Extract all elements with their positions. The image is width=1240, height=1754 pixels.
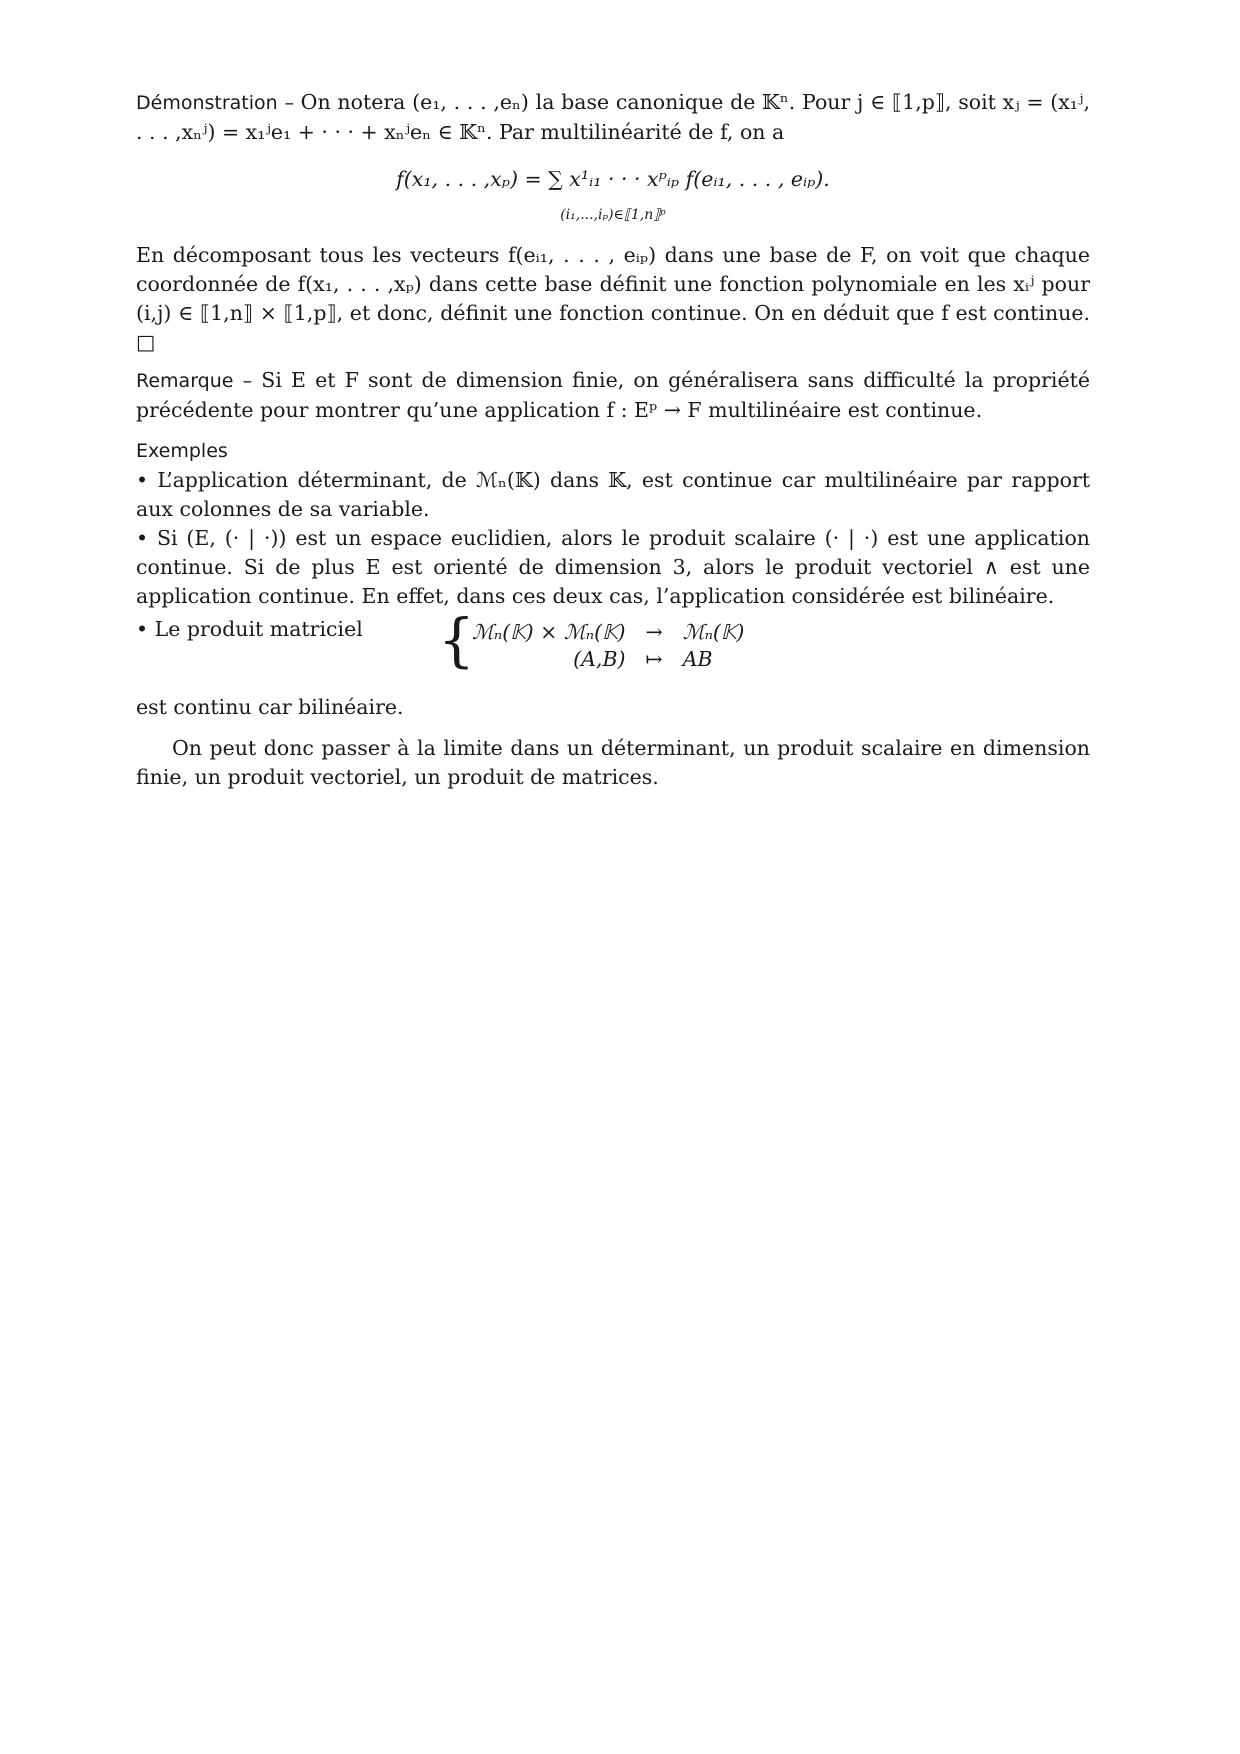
decomposition-text: En décomposant tous les vecteurs f(eᵢ₁, . . . , eᵢₚ) dans une base de F, on voit que chaque coordonnée de f(x₁, . . . ,xₚ) dans cette base définit une fonction polynomiale en les xᵢʲ pour (i,j) ∈ ⟦1,n⟧ × ⟦1,p⟧, et donc, définit une fonction continue. On en déduit que f est continue.: [136, 243, 1090, 325]
decomposition-paragraph: [136, 241, 1090, 357]
map-arrow: →: [645, 620, 663, 644]
demonstration-label: Démonstration: [136, 92, 278, 114]
demonstration-line2: xⱼ = (x₁ʲ, . . . ,xₙʲ) = x₁ʲe₁ + · · · + xₙʲeₙ ∈ 𝕂ⁿ. Par multilinéarité de f, on a: [136, 90, 1090, 144]
multilinear-formula: [136, 161, 1090, 223]
closing-paragraph: On peut donc passer à la limite dans un déterminant, un produit scalaire en dimension finie, un produit vectoriel, un produit de matrices.: [136, 736, 1090, 789]
map-argument: (A,B): [573, 647, 626, 671]
matrix-product-label: • Le produit matriciel: [136, 617, 363, 641]
demonstration-dash: –: [284, 92, 294, 114]
matrix-brace: {: [438, 606, 475, 674]
map-mapsto: ↦: [645, 647, 663, 671]
remarque-text: Si E et F sont de dimension finie, on généralisera sans difficulté la propriété précédente pour montrer qu’une application f : Eᵖ → F multilinéaire est continue.: [136, 368, 1090, 422]
remarque-paragraph: [136, 366, 1090, 425]
matrix-product-conclusion: est continu car bilinéaire.: [136, 695, 404, 719]
example-item-matrix-product: [136, 606, 1090, 693]
exemples-heading: Exemples: [136, 440, 228, 462]
matrix-product-map: [462, 619, 754, 673]
formula-sum-index: (i₁,...,iₚ)∈⟦1,n⟧ᵖ: [560, 207, 666, 223]
map-image: AB: [682, 647, 713, 671]
document-page: [136, 88, 1090, 792]
map-domain: ℳₙ(𝕂) × ℳₙ(𝕂): [472, 620, 626, 644]
map-codomain: ℳₙ(𝕂): [682, 620, 745, 644]
demonstration-paragraph: [136, 88, 1090, 147]
example-item-determinant: • L’application déterminant, de ℳₙ(𝕂) dans 𝕂, est continue car multilinéaire par rapport aux colonnes de sa variable.: [136, 468, 1090, 521]
qed-symbol: □: [136, 330, 156, 354]
formula-main: f(x₁, . . . ,xₚ) = ∑ x¹ᵢ₁ · · · xᵖᵢₚ f(eᵢ₁, . . . , eᵢₚ).: [396, 167, 830, 191]
example-item-scalar-product: • Si (E, (· | ·)) est un espace euclidien, alors le produit scalaire (· | ·) est une application continue. Si de plus E est orienté de dimension 3, alors le produit vectoriel ∧ est une application continue. En effet, dans ces deux cas, l’application considérée est bilinéaire.: [136, 526, 1090, 608]
remarque-label: Remarque: [136, 370, 234, 392]
remarque-dash: –: [242, 370, 253, 392]
demonstration-line1: On notera (e₁, . . . ,eₙ) la base canonique de 𝕂ⁿ. Pour j ∈ ⟦1,p⟧, soit: [300, 90, 996, 114]
